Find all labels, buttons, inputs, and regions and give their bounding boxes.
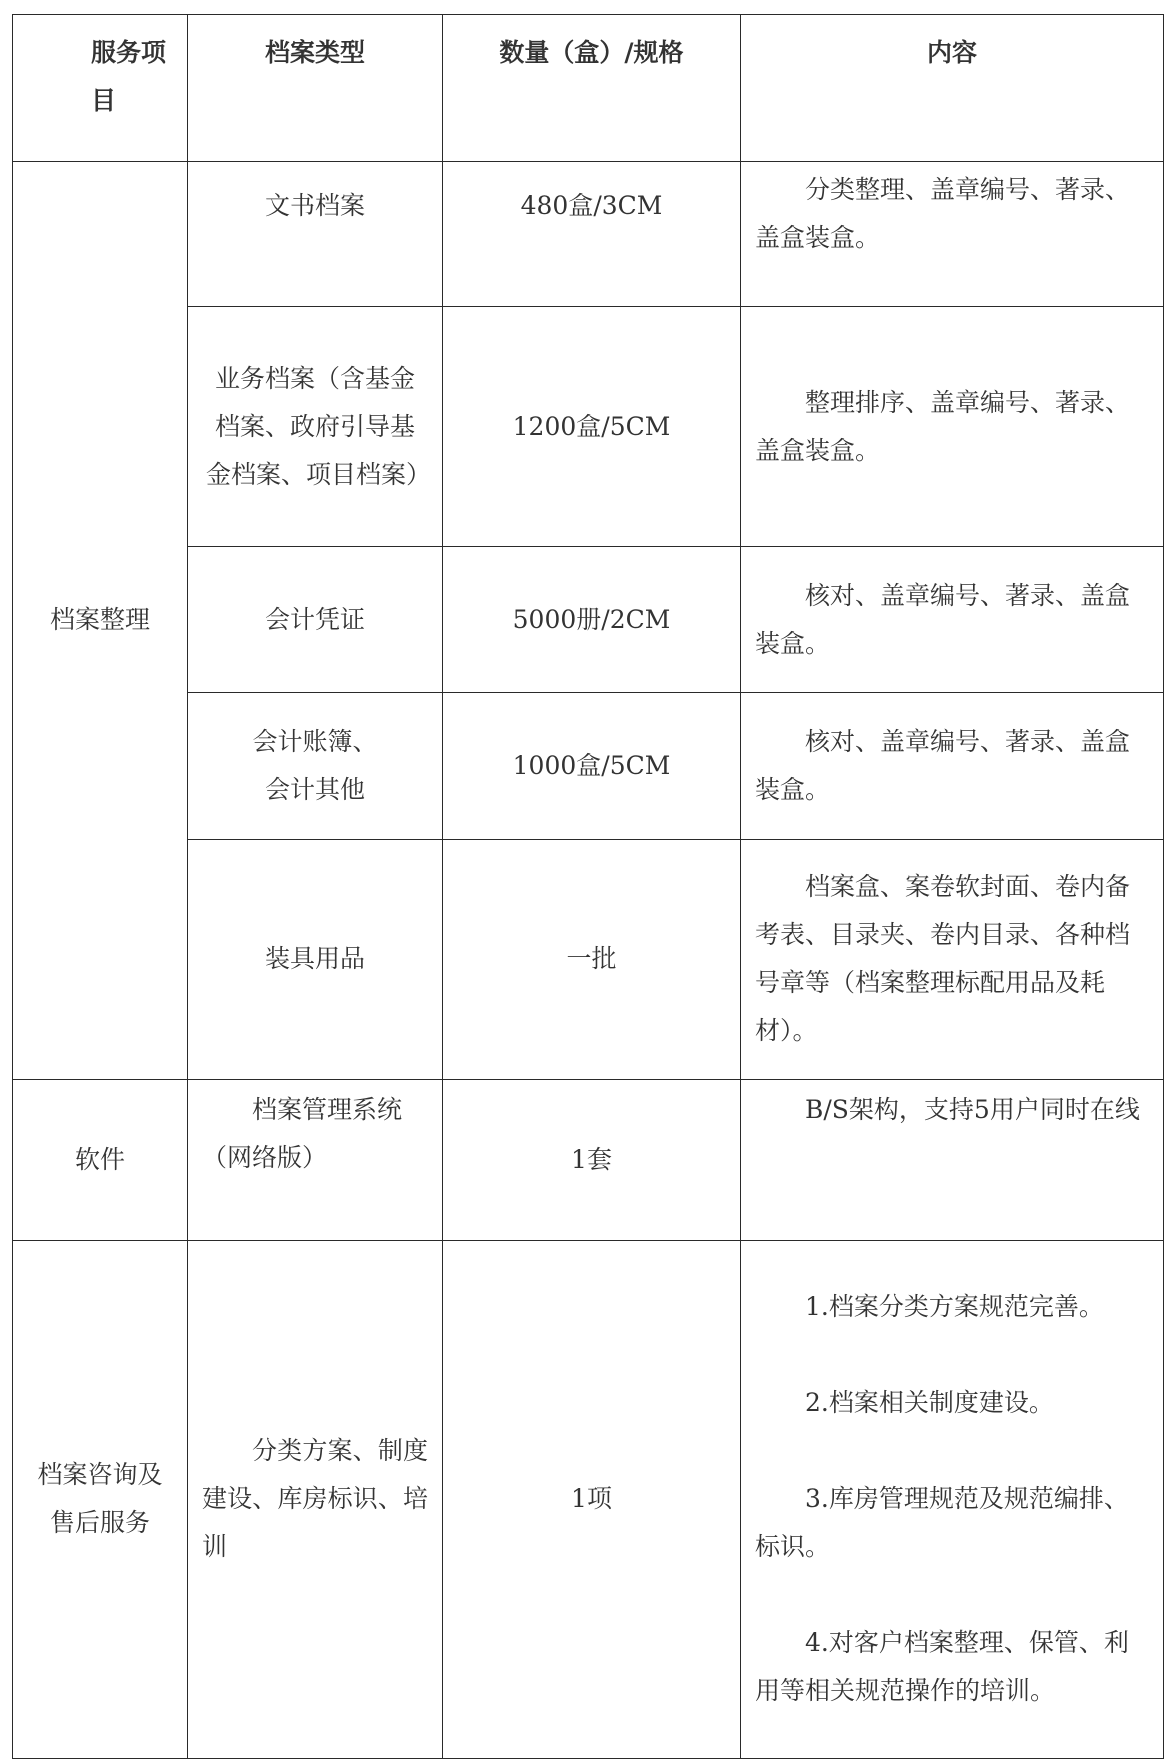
service-archive-organizing: 档案整理 bbox=[13, 161, 188, 1079]
archive-type-cell: 文书档案 bbox=[188, 161, 443, 307]
consulting-item: 1.档案分类方案规范完善。 bbox=[805, 1292, 1104, 1322]
quantity-cell: 1套 bbox=[443, 1079, 741, 1240]
header-service-item: 服务项目 bbox=[13, 15, 188, 162]
header-archive-type: 档案类型 bbox=[188, 15, 443, 162]
consulting-item: 4.对客户档案整理、保管、利用等相关规范操作的培训。 bbox=[755, 1628, 1129, 1706]
table-row bbox=[13, 1240, 1164, 1758]
content-cell bbox=[741, 1240, 1164, 1758]
content-cell: 分类整理、盖章编号、著录、盖盒装盒。 bbox=[741, 161, 1164, 307]
service-consulting: 档案咨询及售后服务 bbox=[13, 1240, 188, 1758]
archive-service-table bbox=[12, 14, 1164, 1759]
archive-type-cell: 分类方案、制度建设、库房标识、培训 bbox=[188, 1240, 443, 1758]
content-cell: 整理排序、盖章编号、著录、盖盒装盒。 bbox=[741, 307, 1164, 547]
archive-type-cell: 会计账簿、会计其他 bbox=[188, 693, 443, 840]
quantity-cell: 1000盒/5CM bbox=[443, 693, 741, 840]
consulting-item: 2.档案相关制度建设。 bbox=[805, 1388, 1054, 1418]
quantity-cell: 5000册/2CM bbox=[443, 547, 741, 693]
quantity-cell: 一批 bbox=[443, 839, 741, 1079]
consulting-item: 3.库房管理规范及规范编排、标识。 bbox=[755, 1484, 1129, 1562]
quantity-cell: 1项 bbox=[443, 1240, 741, 1758]
content-cell: 档案盒、案卷软封面、卷内备考表、目录夹、卷内目录、各种档号章等（档案整理标配用品及耗材）。 bbox=[741, 839, 1164, 1079]
quantity-cell: 1200盒/5CM bbox=[443, 307, 741, 547]
table-row bbox=[13, 161, 1164, 307]
content-cell: B/S架构，支持5用户同时在线 bbox=[741, 1079, 1164, 1240]
table-row bbox=[13, 1079, 1164, 1240]
header-content: 内容 bbox=[741, 15, 1164, 162]
archive-type-cell: 装具用品 bbox=[188, 839, 443, 1079]
header-row bbox=[13, 15, 1164, 162]
archive-type-cell: 业务档案（含基金档案、政府引导基金档案、项目档案） bbox=[188, 307, 443, 547]
header-quantity-spec: 数量（盒）/规格 bbox=[443, 15, 741, 162]
service-software: 软件 bbox=[13, 1079, 188, 1240]
archive-type-cell: 档案管理系统（网络版） bbox=[188, 1079, 443, 1240]
archive-type-cell: 会计凭证 bbox=[188, 547, 443, 693]
content-cell: 核对、盖章编号、著录、盖盒装盒。 bbox=[741, 693, 1164, 840]
content-cell: 核对、盖章编号、著录、盖盒装盒。 bbox=[741, 547, 1164, 693]
quantity-cell: 480盒/3CM bbox=[443, 161, 741, 307]
